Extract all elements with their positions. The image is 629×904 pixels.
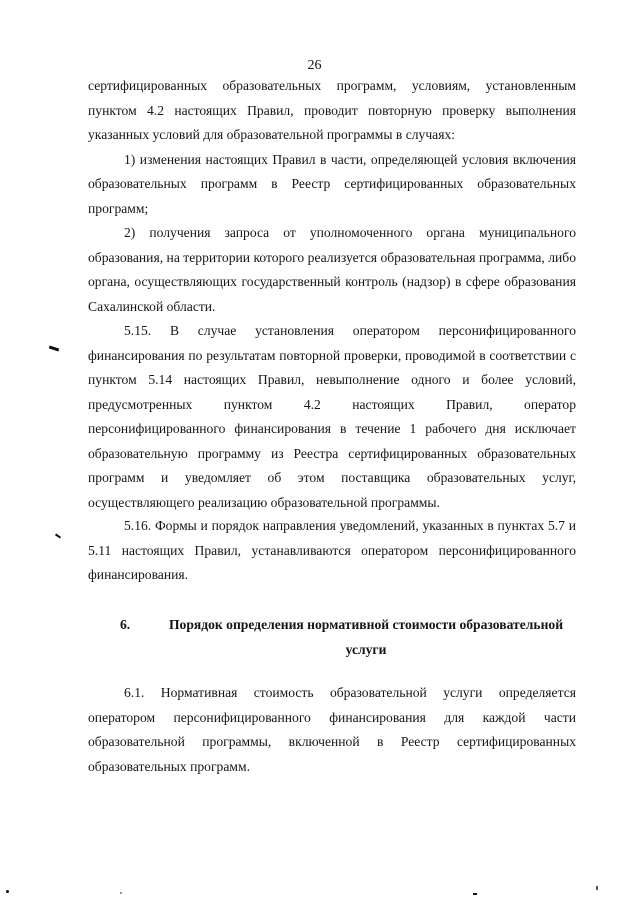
scan-artifact — [6, 890, 9, 893]
section-title: Порядок определения нормативной стоимости образовательной услуги — [168, 617, 564, 657]
scan-artifact — [120, 892, 122, 894]
scan-artifact — [55, 533, 61, 538]
section-number: 6. — [120, 617, 131, 632]
page-number: 26 — [307, 58, 322, 73]
scan-artifact — [49, 346, 59, 352]
section-heading — [120, 613, 576, 662]
text-block-5-16 — [88, 514, 576, 588]
paragraph-6-1: 6.1. Нормативная стоимость образовательной услуги определяется оператором персонифицированного финансирования для каждой части образовательной программы, включенной в Реестр сертифицированных образовательных программ. — [88, 685, 576, 774]
list-item-2: 2) получения запроса от уполномоченного органа муниципального образования, на территории которого реализуется образовательная программа, либо органа, осуществляющих государственный контроль (надзор) в сфере образования Сахалинской области. — [88, 225, 576, 314]
paragraph-5-15: 5.15. В случае установления оператором персонифицированного финансирования по результатам повторной проверки, проводимой в соответствии с пунктом 5.14 настоящих Правил, невыполнение одного и более условий, предусмотренных пунктом 4.2 настоящих Правил, оператор персонифицированного финансирования в течение 1 рабочего дня исключает образовательную программу из Реестра сертифицированных образовательных программ и уведомляет об этом поставщика образовательных услуг, осуществляющего реализацию образовательной программы. — [88, 323, 576, 510]
text-block-continuation — [88, 74, 576, 515]
paragraph-continuation: сертифицированных образовательных программ, условиям, установленным пунктом 4.2 настоящих Правил, проводит повторную проверку выполнения указанных условий для образовательной программы в случаях: — [88, 78, 576, 142]
scan-artifact — [473, 893, 477, 895]
list-item-1: 1) изменения настоящих Правил в части, определяющей условия включения образовательных программ в Реестр сертифицированных образовательных программ; — [88, 151, 576, 216]
text-block-6-1 — [88, 681, 576, 779]
paragraph-5-16: 5.16. Формы и порядок направления уведомлений, указанных в пунктах 5.7 и 5.11 настоящих Правил, устанавливаются оператором персонифицированного финансирования. — [88, 518, 576, 582]
scan-artifact — [596, 886, 598, 890]
